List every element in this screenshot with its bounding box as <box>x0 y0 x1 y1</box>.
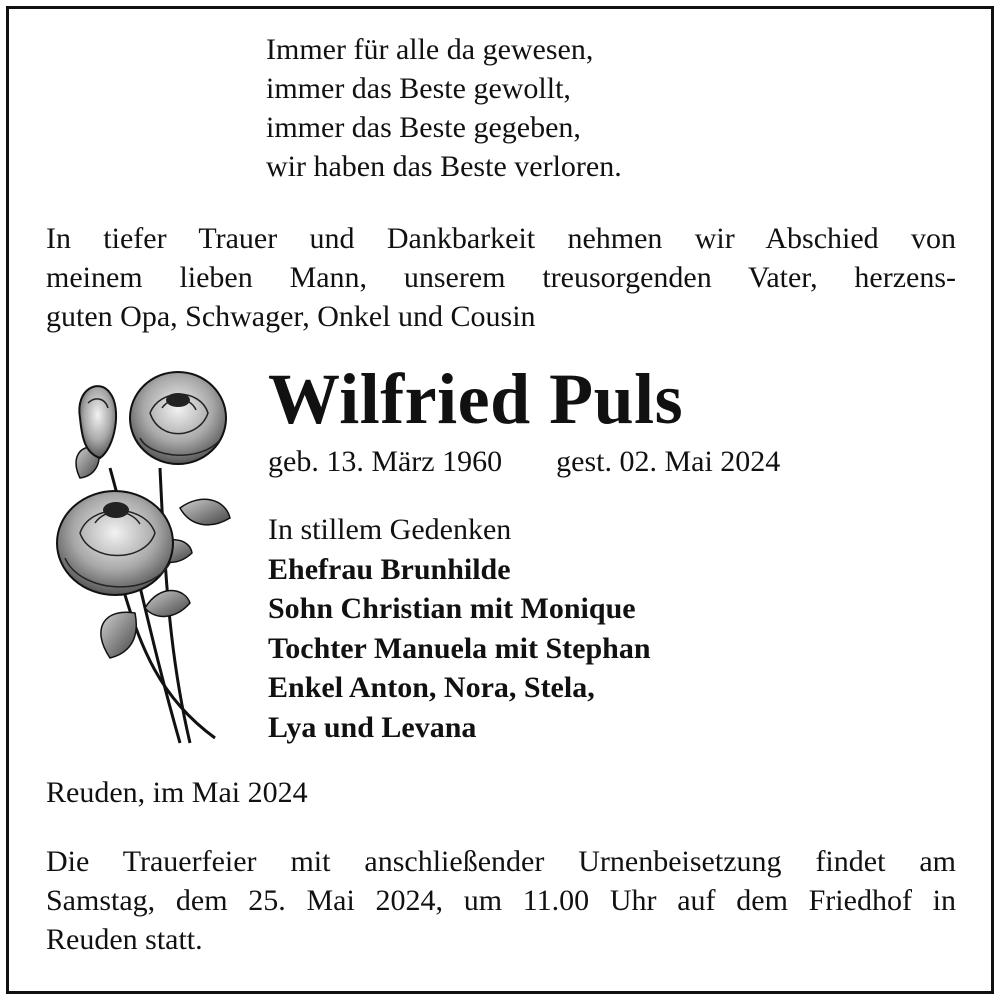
funeral-line: Samstag, dem 25. Mai 2024, um 11.00 Uhr auf dem Friedhof in <box>46 884 956 917</box>
family-member: Enkel Anton, Nora, Stela, <box>268 671 595 704</box>
family-member: Sohn Christian mit Monique <box>268 592 636 625</box>
place-date: Reuden, im Mai 2024 <box>46 776 308 809</box>
family-member: Lya und Levana <box>268 710 477 744</box>
poem <box>266 30 622 186</box>
family-member: Ehefrau Brunhilde <box>268 552 511 586</box>
intro-line: In tiefer Trauer und Dankbarkeit nehmen wir Abschied von <box>46 222 956 255</box>
deceased-name: Wilfried Puls <box>268 359 684 439</box>
funeral-line: Reuden statt. <box>46 923 203 956</box>
funeral-line: Die Trauerfeier mit anschließender Urnenbeisetzung findet am <box>46 845 956 878</box>
intro-text <box>46 219 956 336</box>
poem-line: Immer für alle da gewesen, <box>266 33 594 66</box>
roses-illustration <box>50 358 240 753</box>
intro-line: guten Opa, Schwager, Onkel und Cousin <box>46 300 536 333</box>
poem-line: immer das Beste gegeben, <box>266 111 581 144</box>
poem-line: wir haben das Beste verloren. <box>266 150 622 183</box>
intro-line: meinem lieben Mann, unserem treusorgenden Vater, herzens- <box>46 261 956 294</box>
family-heading: In stillem Gedenken <box>268 513 512 546</box>
death-date: gest. 02. Mai 2024 <box>556 445 781 478</box>
life-dates <box>268 444 780 480</box>
family-list <box>268 510 651 747</box>
poem-line: immer das Beste gewollt, <box>266 72 571 105</box>
funeral-notice <box>46 842 956 959</box>
birth-date: geb. 13. März 1960 <box>268 445 503 478</box>
family-member: Tochter Manuela mit Stephan <box>268 631 651 665</box>
